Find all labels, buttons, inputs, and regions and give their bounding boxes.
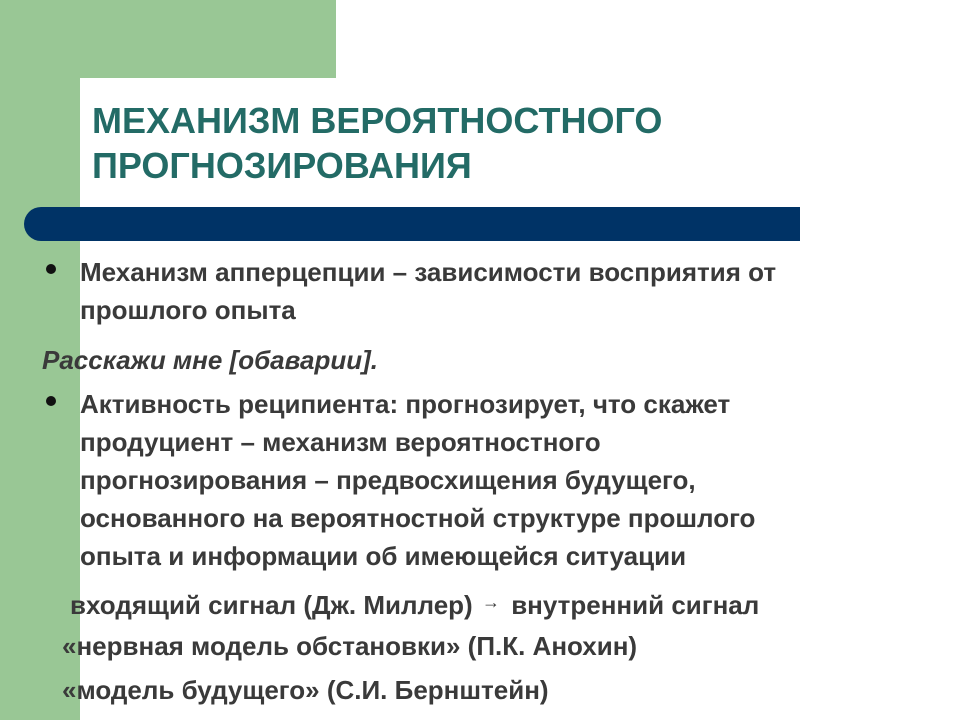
bullet-recipient-line-1: Активность реципиента: прогнозирует, что скажет [80,389,731,419]
anokhin-model-line: «нервная модель обстановки» (П.К. Анохин) [62,631,638,661]
arrow-right-icon: → [481,592,500,612]
bullet-dot-icon [46,396,56,406]
bullet-apperception [40,253,940,329]
bullet-recipient-line-5: опыта и информации об имеющейся ситуации [80,541,687,571]
bullet-apperception-text [80,253,940,329]
title-line-2: ПРОГНОЗИРОВАНИЯ [92,145,472,186]
internal-signal-text: внутренний сигнал [511,590,760,620]
bullet-recipient-activity-text [80,385,940,575]
bernstein-model-line: «модель будущего» (С.И. Бернштейн) [62,675,549,705]
example-phrase: Расскажи мне [обаварии]. [42,345,378,375]
bullet-recipient-line-4: основанного на вероятностной структуре прошлого [80,503,756,533]
bullet-apperception-line-1: Механизм апперцепции – зависимости восприятия от [80,257,777,287]
signal-line [70,583,759,624]
bullet-dot-icon [46,264,56,274]
title-line-1: МЕХАНИЗМ ВЕРОЯТНОСТНОГО [92,100,663,141]
bullet-recipient-line-2: продуциент – механизм вероятностного [80,427,601,457]
bullet-recipient-line-3: прогнозирования – предвосхищения будущего, [80,465,696,495]
incoming-signal-text: входящий сигнал (Дж. Миллер) [70,590,473,620]
bullet-recipient-activity [40,385,940,575]
bullet-apperception-line-2: прошлого опыта [80,295,296,325]
